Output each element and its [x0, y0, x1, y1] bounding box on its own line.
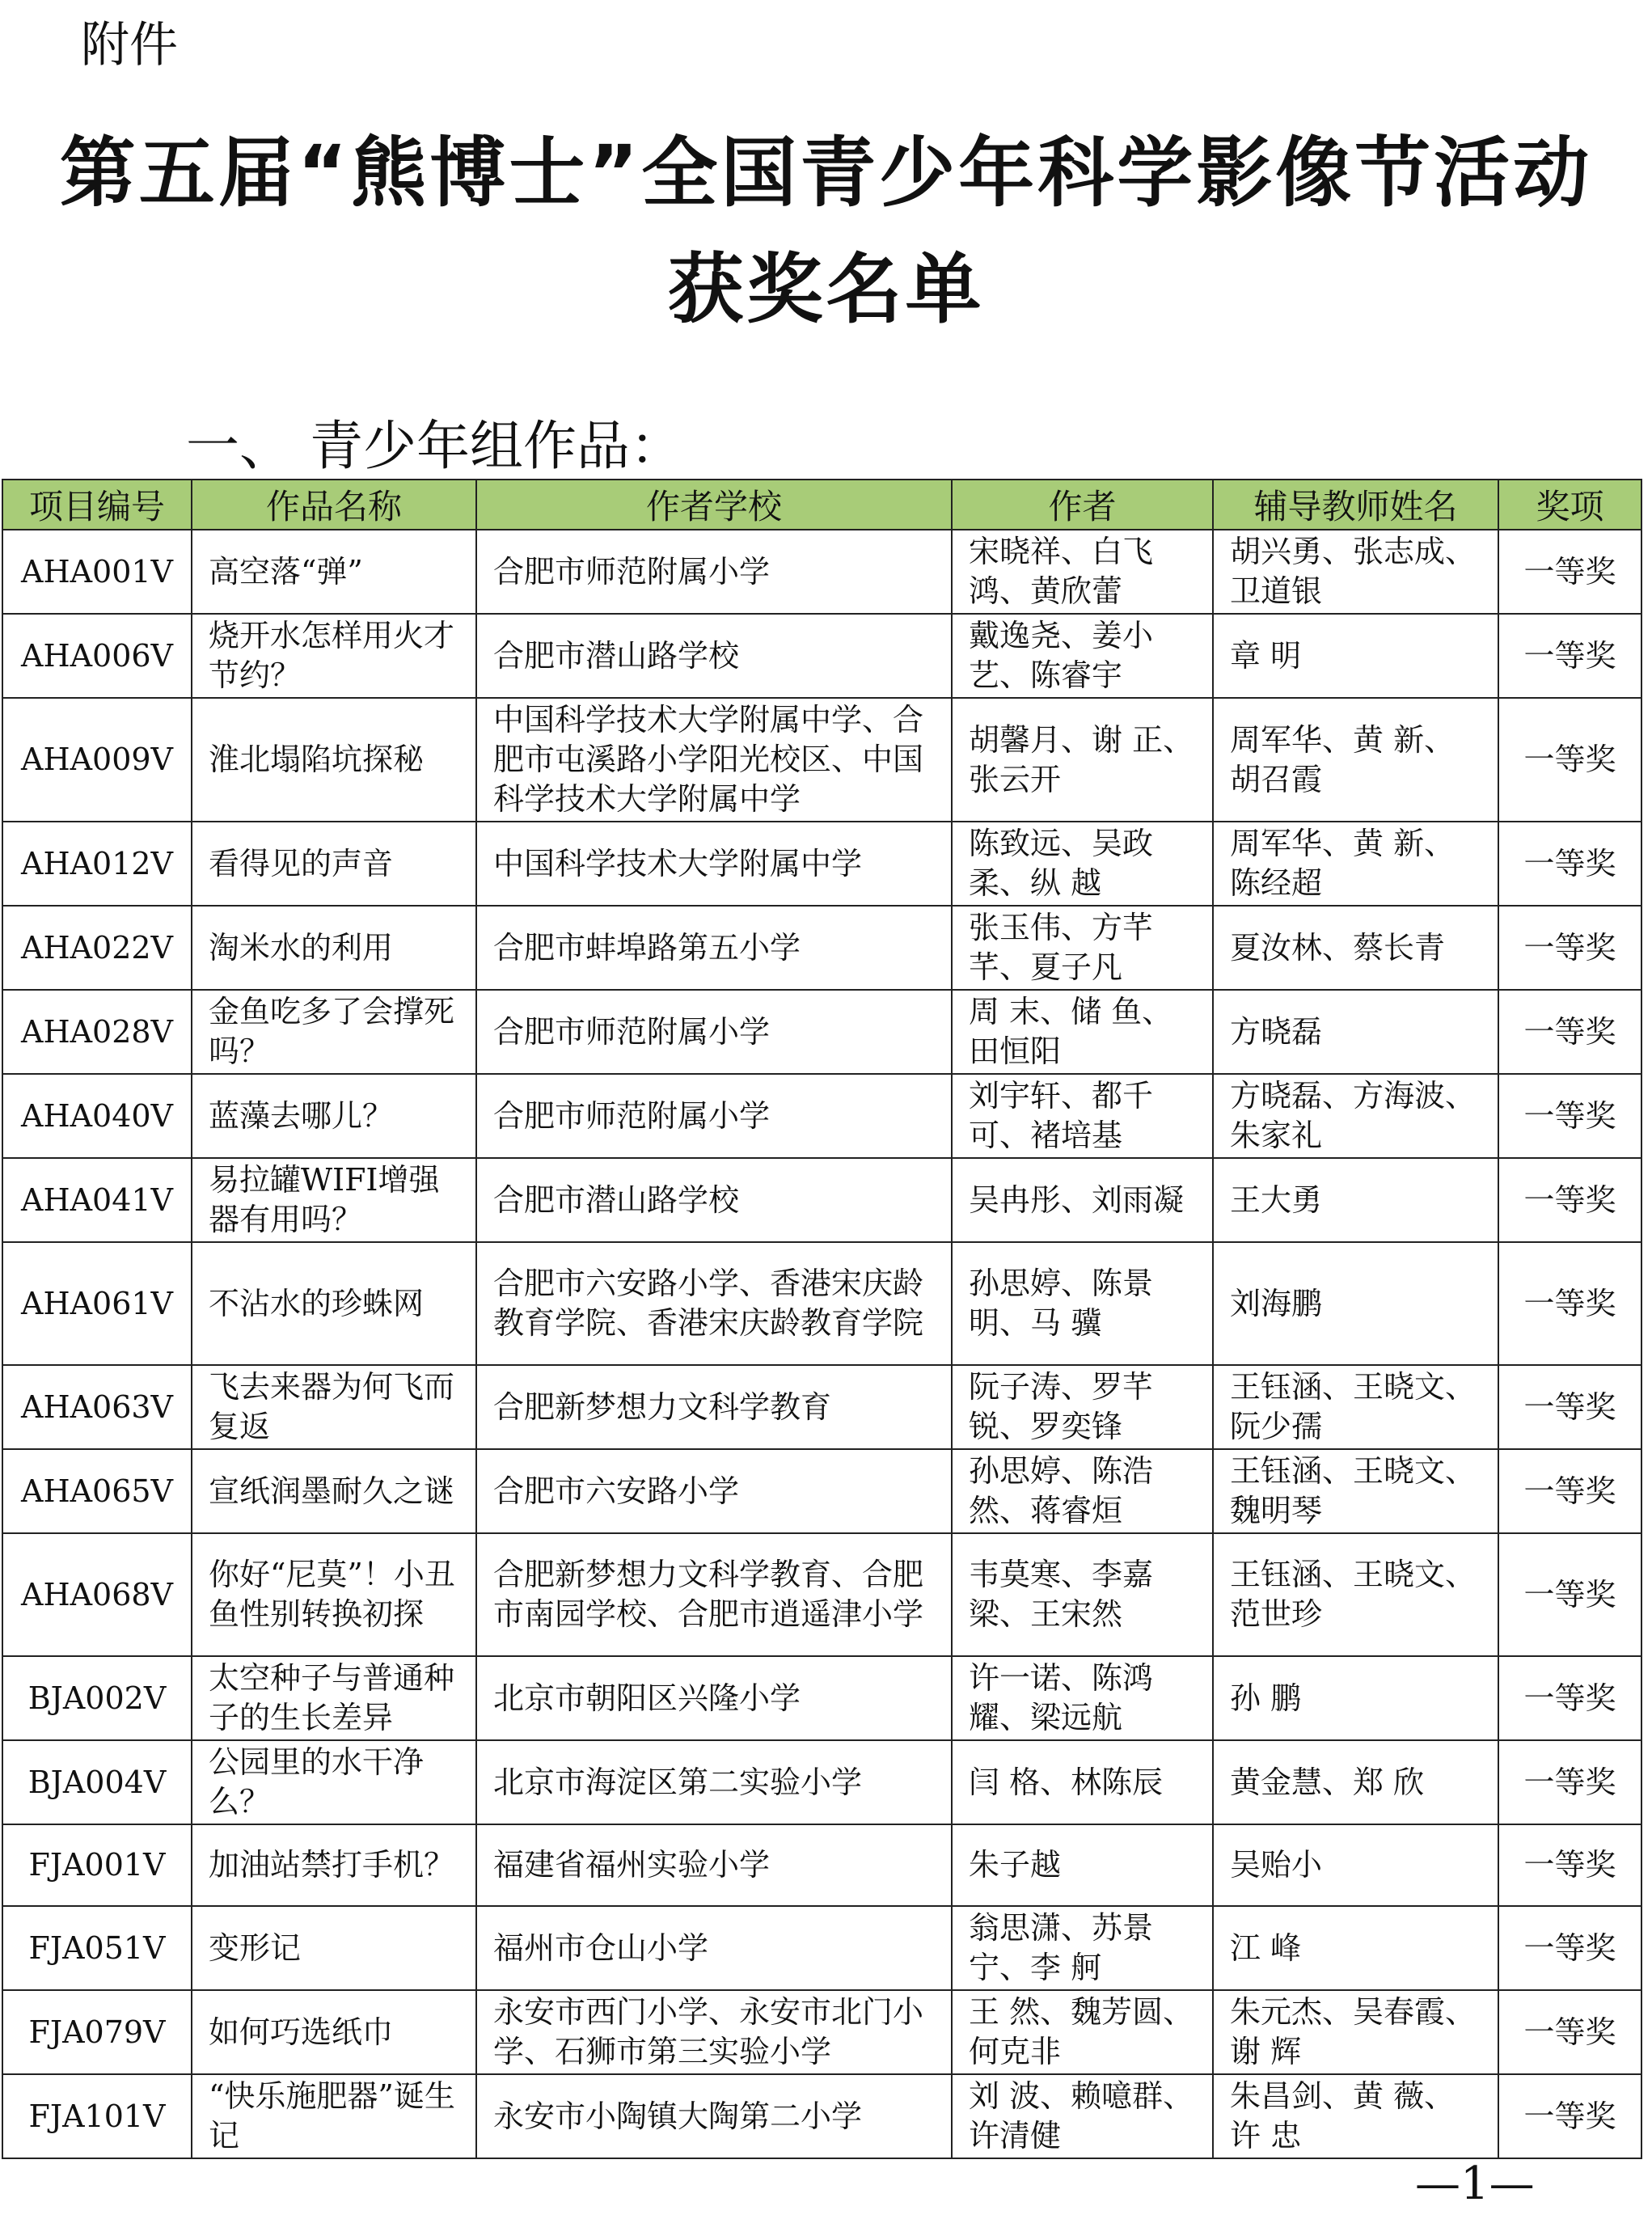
cell-code: AHA068V	[2, 1533, 192, 1656]
cell-school: 合肥市蚌埠路第五小学	[476, 906, 952, 990]
cell-school: 合肥市六安路小学	[476, 1449, 952, 1533]
cell-authors: 陈致远、吴政柔、纵 越	[952, 822, 1213, 906]
cell-code: AHA006V	[2, 614, 192, 698]
cell-code: AHA040V	[2, 1074, 192, 1158]
cell-teachers: 方晓磊、方海波、朱家礼	[1213, 1074, 1498, 1158]
header-teachers: 辅导教师姓名	[1213, 480, 1498, 530]
cell-title: 淘米水的利用	[192, 906, 476, 990]
cell-code: AHA028V	[2, 990, 192, 1074]
cell-authors: 刘宇轩、都千可、褚培基	[952, 1074, 1213, 1158]
cell-authors: 韦莫寒、李嘉梁、王宋然	[952, 1533, 1213, 1656]
cell-school: 合肥新梦想力文科学教育、合肥市南园学校、合肥市逍遥津小学	[476, 1533, 952, 1656]
awards-table	[2, 479, 1642, 2159]
cell-title: 太空种子与普通种子的生长差异	[192, 1656, 476, 1740]
cell-title: 你好“尼莫”！小丑鱼性别转换初探	[192, 1533, 476, 1656]
cell-code: FJA001V	[2, 1824, 192, 1906]
cell-code: AHA009V	[2, 698, 192, 822]
cell-authors: 闫 格、林陈辰	[952, 1740, 1213, 1824]
table-row	[2, 698, 1641, 822]
cell-title: 宣纸润墨耐久之谜	[192, 1449, 476, 1533]
table-row	[2, 1740, 1641, 1824]
cell-code: AHA063V	[2, 1365, 192, 1449]
cell-award: 一等奖	[1498, 1242, 1641, 1365]
cell-authors: 朱子越	[952, 1824, 1213, 1906]
table-row	[2, 530, 1641, 614]
cell-award: 一等奖	[1498, 1824, 1641, 1906]
cell-title: 烧开水怎样用火才节约？	[192, 614, 476, 698]
cell-award: 一等奖	[1498, 822, 1641, 906]
cell-code: AHA001V	[2, 530, 192, 614]
cell-teachers: 章 明	[1213, 614, 1498, 698]
cell-authors: 孙思婷、陈浩然、蒋睿烜	[952, 1449, 1213, 1533]
attachment-label: 附件	[81, 17, 178, 74]
cell-award: 一等奖	[1498, 2074, 1641, 2158]
cell-authors: 翁思潇、苏景宁、李 舸	[952, 1906, 1213, 1990]
cell-authors: 王 然、魏芳圆、何克非	[952, 1990, 1213, 2074]
cell-title: 公园里的水干净么？	[192, 1740, 476, 1824]
cell-code: FJA079V	[2, 1990, 192, 2074]
cell-title: 淮北塌陷坑探秘	[192, 698, 476, 822]
header-authors: 作者	[952, 480, 1213, 530]
cell-title: 易拉罐WIFI增强器有用吗？	[192, 1158, 476, 1242]
cell-school: 福州市仓山小学	[476, 1906, 952, 1990]
cell-award: 一等奖	[1498, 990, 1641, 1074]
table-header-row	[2, 480, 1641, 530]
cell-school: 永安市西门小学、永安市北门小学、石狮市第三实验小学	[476, 1990, 952, 2074]
cell-authors: 刘 波、赖噫群、许清健	[952, 2074, 1213, 2158]
cell-teachers: 黄金慧、郑 欣	[1213, 1740, 1498, 1824]
table-row	[2, 1449, 1641, 1533]
cell-code: AHA041V	[2, 1158, 192, 1242]
cell-code: BJA002V	[2, 1656, 192, 1740]
header-award: 奖项	[1498, 480, 1641, 530]
cell-code: AHA012V	[2, 822, 192, 906]
table-row	[2, 1533, 1641, 1656]
cell-award: 一等奖	[1498, 1533, 1641, 1656]
table-row	[2, 1242, 1641, 1365]
cell-title: 变形记	[192, 1906, 476, 1990]
cell-school: 合肥市师范附属小学	[476, 1074, 952, 1158]
cell-school: 福建省福州实验小学	[476, 1824, 952, 1906]
table-row	[2, 990, 1641, 1074]
cell-authors: 阮子涛、罗芊锐、罗奕锋	[952, 1365, 1213, 1449]
cell-award: 一等奖	[1498, 1365, 1641, 1449]
document-title-line2: 获奖名单	[667, 246, 985, 334]
table-row	[2, 2074, 1641, 2158]
cell-teachers: 王钰涵、王晓文、范世珍	[1213, 1533, 1498, 1656]
cell-award: 一等奖	[1498, 1158, 1641, 1242]
cell-award: 一等奖	[1498, 1074, 1641, 1158]
cell-authors: 孙思婷、陈景明、马 骥	[952, 1242, 1213, 1365]
cell-teachers: 江 峰	[1213, 1906, 1498, 1990]
cell-school: 中国科学技术大学附属中学	[476, 822, 952, 906]
cell-title: 飞去来器为何飞而复返	[192, 1365, 476, 1449]
cell-code: FJA051V	[2, 1906, 192, 1990]
cell-authors: 胡馨月、谢 正、张云开	[952, 698, 1213, 822]
cell-teachers: 王大勇	[1213, 1158, 1498, 1242]
cell-school: 合肥市潜山路学校	[476, 614, 952, 698]
cell-title: 蓝藻去哪儿？	[192, 1074, 476, 1158]
cell-teachers: 吴贻小	[1213, 1824, 1498, 1906]
cell-teachers: 胡兴勇、张志成、卫道银	[1213, 530, 1498, 614]
table-row	[2, 1656, 1641, 1740]
header-school: 作者学校	[476, 480, 952, 530]
cell-authors: 吴冉彤、刘雨凝	[952, 1158, 1213, 1242]
cell-title: 不沾水的珍蛛网	[192, 1242, 476, 1365]
table-row	[2, 1158, 1641, 1242]
cell-authors: 周 末、储 鱼、田恒阳	[952, 990, 1213, 1074]
cell-award: 一等奖	[1498, 1990, 1641, 2074]
page-number: —1—	[1415, 2158, 1535, 2210]
cell-school: 合肥市师范附属小学	[476, 530, 952, 614]
cell-school: 永安市小陶镇大陶第二小学	[476, 2074, 952, 2158]
table-row	[2, 906, 1641, 990]
cell-award: 一等奖	[1498, 1449, 1641, 1533]
cell-award: 一等奖	[1498, 698, 1641, 822]
cell-title: 看得见的声音	[192, 822, 476, 906]
table-row	[2, 1824, 1641, 1906]
cell-award: 一等奖	[1498, 1740, 1641, 1824]
cell-school: 合肥新梦想力文科学教育	[476, 1365, 952, 1449]
section-heading: 一、 青少年组作品：	[186, 415, 683, 477]
table-row	[2, 1906, 1641, 1990]
cell-authors: 张玉伟、方芊芊、夏子凡	[952, 906, 1213, 990]
table-row	[2, 1365, 1641, 1449]
cell-award: 一等奖	[1498, 1906, 1641, 1990]
cell-teachers: 方晓磊	[1213, 990, 1498, 1074]
table-row	[2, 822, 1641, 906]
cell-teachers: 朱昌剑、黄 薇、许 忠	[1213, 2074, 1498, 2158]
cell-title: 高空落“弹”	[192, 530, 476, 614]
cell-code: AHA022V	[2, 906, 192, 990]
cell-code: AHA065V	[2, 1449, 192, 1533]
table-row	[2, 1990, 1641, 2074]
cell-code: BJA004V	[2, 1740, 192, 1824]
cell-authors: 许一诺、陈鸿耀、梁远航	[952, 1656, 1213, 1740]
cell-teachers: 王钰涵、王晓文、魏明琴	[1213, 1449, 1498, 1533]
cell-code: AHA061V	[2, 1242, 192, 1365]
cell-teachers: 夏汝林、蔡长青	[1213, 906, 1498, 990]
cell-code: FJA101V	[2, 2074, 192, 2158]
cell-teachers: 周军华、黄 新、陈经超	[1213, 822, 1498, 906]
cell-authors: 戴逸尧、姜小艺、陈睿宇	[952, 614, 1213, 698]
document-title-line1: 第五届“熊博士”全国青少年科学影像节活动	[59, 129, 1593, 218]
cell-teachers: 王钰涵、王晓文、阮少孺	[1213, 1365, 1498, 1449]
cell-award: 一等奖	[1498, 614, 1641, 698]
cell-school: 合肥市师范附属小学	[476, 990, 952, 1074]
cell-school: 合肥市潜山路学校	[476, 1158, 952, 1242]
cell-authors: 宋晓祥、白飞鸿、黄欣蕾	[952, 530, 1213, 614]
cell-award: 一等奖	[1498, 1656, 1641, 1740]
cell-teachers: 孙 鹏	[1213, 1656, 1498, 1740]
table-row	[2, 1074, 1641, 1158]
cell-title: 加油站禁打手机？	[192, 1824, 476, 1906]
cell-award: 一等奖	[1498, 906, 1641, 990]
cell-school: 北京市朝阳区兴隆小学	[476, 1656, 952, 1740]
cell-school: 北京市海淀区第二实验小学	[476, 1740, 952, 1824]
cell-teachers: 朱元杰、吴春霞、谢 辉	[1213, 1990, 1498, 2074]
table-row	[2, 614, 1641, 698]
cell-school: 中国科学技术大学附属中学、合肥市屯溪路小学阳光校区、中国科学技术大学附属中学	[476, 698, 952, 822]
cell-school: 合肥市六安路小学、香港宋庆龄教育学院、香港宋庆龄教育学院	[476, 1242, 952, 1365]
cell-title: 如何巧选纸巾	[192, 1990, 476, 2074]
header-project-code: 项目编号	[2, 480, 192, 530]
cell-award: 一等奖	[1498, 530, 1641, 614]
cell-title: 金鱼吃多了会撑死吗？	[192, 990, 476, 1074]
cell-title: “快乐施肥器”诞生记	[192, 2074, 476, 2158]
cell-teachers: 刘海鹏	[1213, 1242, 1498, 1365]
header-work-title: 作品名称	[192, 480, 476, 530]
cell-teachers: 周军华、黄 新、胡召霞	[1213, 698, 1498, 822]
